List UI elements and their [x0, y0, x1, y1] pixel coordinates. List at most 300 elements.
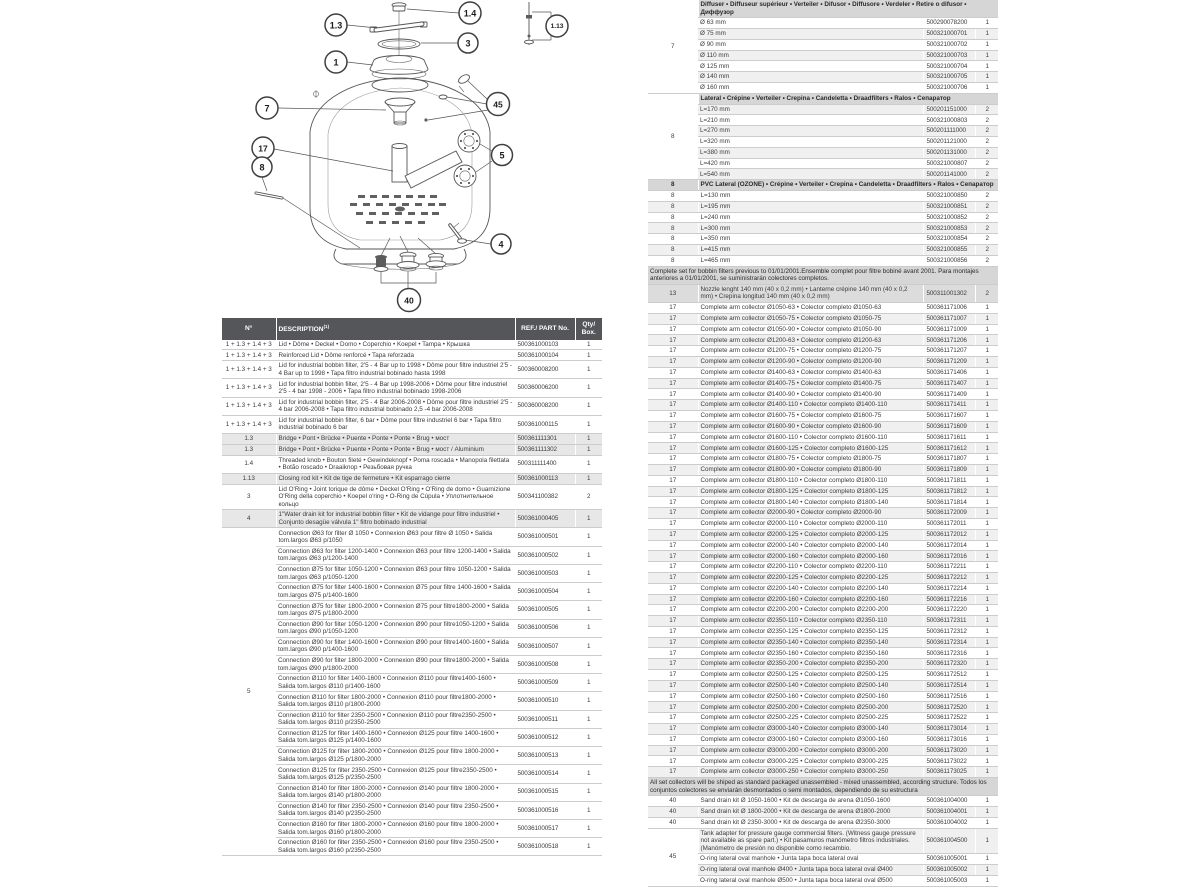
table-row [648, 244, 998, 255]
filter-exploded-view [240, 0, 570, 315]
part-qty: 1 [976, 367, 998, 378]
part-description: Complete arm collector Ø1800-125 • Colector completo Ø1800-125 [698, 486, 924, 497]
part-ref: 500361000503 [515, 564, 575, 582]
part-description: Complete arm collector Ø1200-90 • Colector completo Ø1200-90 [698, 356, 924, 367]
part-description: Connection Ø110 for filter 1800-2000 • Connexion Ø110 pour filtre1800-2000 • Salida tom.largos Ø110 p/1800-2000 [276, 692, 515, 710]
part-description: 1"Water drain kit for industrial bobbin filter • Kit de vidange pour filtre industriel • Conjunto desagüe válvula 1" filtro bobinado industrial [276, 510, 515, 528]
part-group-number: 17 [648, 562, 698, 573]
table-row [648, 691, 998, 702]
part-ref: 500361000504 [515, 583, 575, 601]
table-row [648, 540, 998, 551]
part-description: O-ring lateral oval manhole Ø400 • Junta tapa boca lateral oval Ø400 [698, 865, 924, 876]
note-row [648, 266, 998, 284]
lid [370, 56, 428, 75]
part-qty: 2 [976, 234, 998, 245]
part-qty: 1 [976, 854, 998, 865]
table-row [648, 551, 998, 562]
part-qty: 1 [575, 510, 602, 528]
part-ref: 500361000518 [515, 838, 575, 856]
group-header: PVC Lateral (OZONE) • Crépine • Verteiler • Crepina • Candeletta • Draadfilters • Ralos • Сепаратор [698, 180, 998, 191]
table-row [648, 212, 998, 223]
part-ref: 500360008200 [515, 397, 575, 415]
table-row [648, 713, 998, 724]
part-ref: 500361172316 [924, 648, 976, 659]
part-description: Complete arm collector Ø3000-250 • Colector completo Ø3000-250 [698, 767, 924, 778]
part-group-number: 17 [648, 637, 698, 648]
table-row [648, 659, 998, 670]
part-group-number: 17 [648, 583, 698, 594]
svg-text:1.3: 1.3 [329, 20, 343, 31]
table-row [648, 865, 998, 876]
part-ref: 500290078200 [924, 18, 976, 29]
part-description: L=420 mm [698, 158, 924, 169]
part-group-number: 13 [648, 284, 698, 302]
part-group-number: 17 [648, 475, 698, 486]
part-ref: 500341100382 [515, 484, 575, 510]
part-ref: 500361171409 [924, 389, 976, 400]
part-qty: 2 [976, 158, 998, 169]
part-description: Ø 160 mm [698, 83, 924, 94]
part-group-number: 8 [648, 223, 698, 234]
part-ref: 500361171406 [924, 367, 976, 378]
part-ref: 500361171612 [924, 443, 976, 454]
header-qty: Qty/ Box. [575, 318, 602, 340]
part-description: Sand drain kit Ø 2350-3000 • Kit de descarga de arena Ø2350-3000 [698, 817, 924, 828]
part-qty: 1 [976, 540, 998, 551]
part-ref: 500361000405 [515, 510, 575, 528]
part-group-number: 8 [648, 234, 698, 245]
part-ref: 500321000704 [924, 61, 976, 72]
part-description: Complete arm collector Ø1800-90 • Colector completo Ø1800-90 [698, 464, 924, 475]
part-description: Complete arm collector Ø2500-125 • Colector completo Ø2500-125 [698, 670, 924, 681]
part-qty: 2 [976, 104, 998, 115]
table-row [222, 747, 602, 765]
part-description: L=195 mm [698, 201, 924, 212]
part-group-number: 8 [648, 212, 698, 223]
table-row [648, 421, 998, 432]
svg-text:7: 7 [264, 103, 270, 114]
part-group-number: 17 [648, 302, 698, 313]
group-header: Diffuser • Diffuseur supérieur • Verteiler • Difusor • Diffusore • Verdeler • Retire o difusor • Диффузор [698, 0, 998, 18]
part-ref: 500361172512 [924, 670, 976, 681]
part-qty: 1 [976, 400, 998, 411]
table-row [222, 838, 602, 856]
part-description: Lid O'Ring • Joint torique de dôme • Deckel O'Ring • O'Ring de domo • Guarnizione O'Ring della coperchio • Koepel o'ring • O-Ring de Cúpula • Уплотнительное кольцо [276, 484, 515, 510]
part-description: Complete arm collector Ø2350-200 • Colector completo Ø2350-200 [698, 659, 924, 670]
part-ref: 500361000115 [515, 415, 575, 433]
part-group-number: 17 [648, 410, 698, 421]
part-description: Complete arm collector Ø2350-140 • Colector completo Ø2350-140 [698, 637, 924, 648]
part-qty: 2 [976, 284, 998, 302]
table-row [648, 223, 998, 234]
part-ref: 500361004001 [924, 807, 976, 818]
part-description: Complete arm collector Ø2200-200 • Colector completo Ø2200-200 [698, 605, 924, 616]
part-qty: 1 [976, 756, 998, 767]
drain-assembly [450, 223, 467, 243]
table-row [648, 605, 998, 616]
part-qty: 1 [575, 783, 602, 801]
table-row [648, 745, 998, 756]
svg-text:3: 3 [465, 38, 471, 49]
part-group-number: 17 [648, 670, 698, 681]
part-group-number: 1.4 [222, 455, 276, 473]
part-description: Lid for industrial bobbin filter, 2'5 - 4 Bar up to 1998 • Dôme pour filtre industriel 2'5 - 4 Bar up to 1998 • Tapa filtro industrial bobinado hasta 1998 [276, 361, 515, 379]
group-header: Lateral • Crépine • Verteiler • Crepina • Candeletta • Draadfilters • Ralos • Сепаратор [698, 93, 998, 104]
part-description: Complete arm collector Ø2200-140 • Colector completo Ø2200-140 [698, 583, 924, 594]
part-qty: 2 [976, 190, 998, 201]
part-group-number: 1.3 [222, 434, 276, 445]
part-ref: 500361172314 [924, 637, 976, 648]
svg-text:17: 17 [258, 143, 268, 154]
part-ref: 500361004500 [924, 828, 976, 854]
part-group-number: 17 [648, 529, 698, 540]
part-ref: 500360008200 [515, 361, 575, 379]
part-group-number: 17 [648, 756, 698, 767]
part-group-number: 17 [648, 713, 698, 724]
table-row [222, 546, 602, 564]
part-qty: 1 [976, 464, 998, 475]
part-ref: 500321000855 [924, 244, 976, 255]
part-qty: 2 [976, 147, 998, 158]
part-group-number: 17 [648, 572, 698, 583]
table-row [222, 765, 602, 783]
part-qty: 1 [976, 324, 998, 335]
part-qty: 1 [976, 562, 998, 573]
table-row [648, 104, 998, 115]
part-group-number: 5 [222, 528, 276, 856]
part-description: Complete arm collector Ø1400-90 • Colector completo Ø1400-90 [698, 389, 924, 400]
part-group-number: 17 [648, 443, 698, 454]
part-description: Complete arm collector Ø2000-90 • Colector completo Ø2000-90 [698, 508, 924, 519]
table-row [648, 169, 998, 180]
part-qty: 2 [976, 201, 998, 212]
part-description: O-ring lateral oval manhole • Junta tapa boca lateral oval [698, 854, 924, 865]
part-qty: 1 [976, 659, 998, 670]
part-qty: 1 [575, 444, 602, 455]
part-description: Ø 75 mm [698, 29, 924, 40]
part-ref: 500321000803 [924, 115, 976, 126]
part-qty: 1 [575, 637, 602, 655]
table-row [222, 619, 602, 637]
table-row [222, 415, 602, 433]
part-description: Complete arm collector Ø3000-200 • Colector completo Ø3000-200 [698, 745, 924, 756]
part-ref: 500361004000 [924, 796, 976, 807]
table-row [222, 728, 602, 746]
table-row [222, 583, 602, 601]
part-description: Complete arm collector Ø2200-110 • Colector completo Ø2200-110 [698, 562, 924, 573]
part-description: Connection Ø125 for filter 2350-2500 • Connexion Ø125 pour filtre2350-2500 • Salida tom.largos Ø125 p/2350-2500 [276, 765, 515, 783]
part-qty: 1 [976, 605, 998, 616]
part-qty: 1 [575, 397, 602, 415]
part-ref: 500311001302 [924, 284, 976, 302]
table-row [648, 648, 998, 659]
part-description: Complete arm collector Ø1600-90 • Colector completo Ø1600-90 [698, 421, 924, 432]
note-row [648, 778, 998, 796]
part-group-number: 17 [648, 324, 698, 335]
header-no: N° [222, 318, 276, 340]
part-ref: 500361172520 [924, 702, 976, 713]
table-row [222, 783, 602, 801]
part-group-number: 17 [648, 356, 698, 367]
table-row [648, 854, 998, 865]
part-ref: 500321000856 [924, 255, 976, 266]
part-ref: 500361000505 [515, 601, 575, 619]
part-ref: 500361172311 [924, 616, 976, 627]
part-group-number: 17 [648, 680, 698, 691]
part-group-number: 17 [648, 497, 698, 508]
part-description: Connection Ø63 for filter Ø 1050 • Connexion Ø63 pour filtre Ø 1050 • Salida tom.largos Ø63 p/1050 [276, 528, 515, 546]
part-qty: 1 [976, 346, 998, 357]
part-description: Connection Ø125 for filter 1800-2000 • Connexion Ø125 pour filtre 1800-2000 • Salida tom.largos Ø125 p/1800-2000 [276, 747, 515, 765]
part-description: L=130 mm [698, 190, 924, 201]
part-qty: 1 [976, 551, 998, 562]
part-description: Complete arm collector Ø1050-90 • Colector completo Ø1050-90 [698, 324, 924, 335]
part-ref: 500361171811 [924, 475, 976, 486]
part-description: Connection Ø90 for filter 1050-1200 • Connexion Ø90 pour filtre1050-1200 • Salida tom.largos Ø90 p/1050-1200 [276, 619, 515, 637]
part-ref: 500361000508 [515, 656, 575, 674]
part-ref: 500361172009 [924, 508, 976, 519]
part-qty: 1 [575, 361, 602, 379]
part-qty: 1 [575, 656, 602, 674]
part-qty: 1 [575, 674, 602, 692]
part-group-number: 17 [648, 400, 698, 411]
part-ref: 500361171209 [924, 356, 976, 367]
part-ref: 500361171607 [924, 410, 976, 421]
part-qty: 1 [976, 702, 998, 713]
table-row [648, 367, 998, 378]
part-qty: 1 [976, 486, 998, 497]
parts-table-left-table [222, 318, 602, 856]
part-description: Complete arm collector Ø3000-160 • Colector completo Ø3000-160 [698, 734, 924, 745]
part-qty: 2 [976, 212, 998, 223]
part-ref: 500361000104 [515, 350, 575, 361]
part-qty: 1 [575, 455, 602, 473]
part-qty: 1 [575, 583, 602, 601]
part-qty: 1 [976, 680, 998, 691]
part-qty: 1 [976, 335, 998, 346]
part-ref: 500321000853 [924, 223, 976, 234]
part-ref: 500361172212 [924, 572, 976, 583]
part-ref: 500361111301 [515, 434, 575, 445]
part-description: Complete arm collector Ø1600-110 • Colector completo Ø1600-110 [698, 432, 924, 443]
svg-text:45: 45 [493, 99, 503, 110]
table-row [648, 284, 998, 302]
part-description: Complete arm collector Ø2000-140 • Colector completo Ø2000-140 [698, 540, 924, 551]
part-description: Bridge • Pont • Brücke • Puente • Ponte • Ponte • Brug • мост [276, 434, 515, 445]
part-description: Lid for industrial bobbin filter, 6 bar • Dôme pour filtre industriel 6 bar • Tapa filtro industrial bobinado 6 bar [276, 415, 515, 433]
part-qty: 1 [976, 50, 998, 61]
part-qty: 1 [976, 410, 998, 421]
part-group-number: 17 [648, 724, 698, 735]
part-group-number: 8 [648, 201, 698, 212]
part-ref: 500361171207 [924, 346, 976, 357]
lateral-part [256, 193, 282, 198]
part-description: Connection Ø160 for filter 1800-2000 • Connexion Ø160 pour filtre 1800-2000 • Salida tom.largos Ø160 p/1800-2000 [276, 819, 515, 837]
part-ref: 500361000512 [515, 728, 575, 746]
table-row [222, 455, 602, 473]
table-row [648, 464, 998, 475]
part-qty: 1 [976, 691, 998, 702]
part-description: Connection Ø110 for filter 1400-1600 • Connexion Ø110 pour filtre1400-1600 • Salida tom.largos Ø110 p/1400-1600 [276, 674, 515, 692]
part-description: L=465 mm [698, 255, 924, 266]
table-row [222, 692, 602, 710]
table-row [648, 324, 998, 335]
part-qty: 1 [976, 616, 998, 627]
part-description: Nozzle lenght 140 mm (40 x 0,2 mm) • Lanterne crépine 140 mm (40 x 0,2 mm) • Crepina longitud 140 mm (40 x 0,2 mm) [698, 284, 924, 302]
part-qty: 1 [575, 710, 602, 728]
part-ref: 500321000852 [924, 212, 976, 223]
part-description: Complete arm collector Ø1400-63 • Colector completo Ø1400-63 [698, 367, 924, 378]
parts-table-right [648, 0, 998, 887]
part-qty: 1 [976, 497, 998, 508]
part-description: Complete arm collector Ø2500-140 • Colector completo Ø2500-140 [698, 680, 924, 691]
part-group-number: 17 [648, 648, 698, 659]
table-row [222, 361, 602, 379]
part-group-number: 17 [648, 508, 698, 519]
part-description: Connection Ø90 for filter 1800-2000 • Connexion Ø90 pour filtre1800-2000 • Salida tom.largos Ø90 p/1800-2000 [276, 656, 515, 674]
part-qty: 1 [575, 473, 602, 484]
part-ref: 500361111302 [515, 444, 575, 455]
part-description: Lid • Dôme • Deckel • Domo • Coperchio • Koepel • Tampa • Крышка [276, 340, 515, 350]
part-description: Sand drain kit Ø 1050-1600 • Kit de descarga de arena Ø1050-1600 [698, 796, 924, 807]
section-note: All set collectors will be shiped as standard packaged unassembled - mixed unassembled, according structure. Todos los conjuntos colectores se enviarán desmontados o semi montados, dependiendo de su estructura [648, 778, 998, 796]
table-row [222, 397, 602, 415]
table-row [648, 626, 998, 637]
part-description: L=240 mm [698, 212, 924, 223]
part-description: Complete arm collector Ø2350-125 • Colector completo Ø2350-125 [698, 626, 924, 637]
part-qty: 1 [976, 518, 998, 529]
table-row [648, 72, 998, 83]
part-qty: 1 [976, 61, 998, 72]
part-group-number: 17 [648, 313, 698, 324]
table-row [648, 158, 998, 169]
table-row [222, 564, 602, 582]
part-group-number: 17 [648, 551, 698, 562]
part-ref: 500361173020 [924, 745, 976, 756]
part-qty: 1 [575, 728, 602, 746]
table-row [648, 454, 998, 465]
table-row [648, 201, 998, 212]
part-qty: 2 [575, 484, 602, 510]
lid-assembly [370, 3, 428, 79]
part-group-number: 17 [648, 626, 698, 637]
part-description: Complete arm collector Ø1600-125 • Colector completo Ø1600-125 [698, 443, 924, 454]
table-row [648, 734, 998, 745]
part-qty: 1 [976, 583, 998, 594]
part-qty: 1 [976, 828, 998, 854]
part-ref: 500361173014 [924, 724, 976, 735]
part-qty: 2 [976, 244, 998, 255]
part-qty: 1 [575, 619, 602, 637]
table-row [648, 828, 998, 854]
part-ref: 500321000851 [924, 201, 976, 212]
part-ref: 500361171812 [924, 486, 976, 497]
table-row [648, 486, 998, 497]
part-qty: 1 [575, 528, 602, 546]
part-group-number: 40 [648, 796, 698, 807]
part-qty: 1 [575, 546, 602, 564]
part-group-number: 17 [648, 594, 698, 605]
part-qty: 1 [575, 434, 602, 445]
table-row [222, 637, 602, 655]
part-description: Connection Ø90 for filter 1400-1600 • Connexion Ø90 pour filtre1400-1600 • Salida tom.largos Ø90 p/1400-1600 [276, 637, 515, 655]
table-row [648, 115, 998, 126]
parts-table-left [222, 318, 602, 856]
part-description: Complete arm collector Ø2500-200 • Colector completo Ø2500-200 [698, 702, 924, 713]
part-description: L=170 mm [698, 104, 924, 115]
table-row [222, 444, 602, 455]
table-row [648, 767, 998, 778]
part-description: Bridge • Pont • Brücke • Puente • Ponte • Ponte • Brug • мост / Aluminium [276, 444, 515, 455]
part-ref: 500361004002 [924, 817, 976, 828]
part-qty: 1 [976, 572, 998, 583]
part-description: L=210 mm [698, 115, 924, 126]
part-group-number: 17 [648, 432, 698, 443]
part-qty: 1 [976, 648, 998, 659]
group-header-row [648, 180, 998, 191]
part-description: Complete arm collector Ø1050-75 • Colector completo Ø1050-75 [698, 313, 924, 324]
part-group-number: 8 [648, 93, 698, 179]
part-description: Complete arm collector Ø1050-63 • Colector completo Ø1050-63 [698, 302, 924, 313]
part-qty: 1 [976, 475, 998, 486]
table-row [648, 234, 998, 245]
part-qty: 2 [976, 136, 998, 147]
part-description: Complete arm collector Ø1800-110 • Colector completo Ø1800-110 [698, 475, 924, 486]
part-description: Ø 63 mm [698, 18, 924, 29]
part-ref: 500361000516 [515, 801, 575, 819]
part-ref: 500361172011 [924, 518, 976, 529]
table-row [648, 594, 998, 605]
table-row [648, 724, 998, 735]
part-ref: 500321000807 [924, 158, 976, 169]
part-qty: 1 [976, 421, 998, 432]
part-ref: 500321000702 [924, 39, 976, 50]
table-row [648, 410, 998, 421]
part-ref: 500361171814 [924, 497, 976, 508]
table-row [648, 756, 998, 767]
part-ref: 500361000506 [515, 619, 575, 637]
part-group-number: 17 [648, 518, 698, 529]
part-ref: 500361000507 [515, 637, 575, 655]
part-description: Connection Ø110 for filter 2350-2500 • Connexion Ø110 pour filtre2350-2500 • Salida tom.largos Ø110 p/2350-2500 [276, 710, 515, 728]
diffuser [385, 98, 415, 125]
part-ref: 500361171007 [924, 313, 976, 324]
part-qty: 1 [976, 18, 998, 29]
table-row [648, 147, 998, 158]
part-ref: 500361000509 [515, 674, 575, 692]
part-ref: 500361172016 [924, 551, 976, 562]
table-row [648, 61, 998, 72]
part-qty: 1 [976, 796, 998, 807]
header-description: DESCRIPTION$^{(1)}$ [276, 318, 515, 340]
table-row [222, 350, 602, 361]
part-group-number: 8 [648, 190, 698, 201]
part-ref: 500361000515 [515, 783, 575, 801]
table-row [648, 389, 998, 400]
part-group-number: 1 + 1.3 + 1.4 + 3 [222, 350, 276, 361]
table-row [222, 528, 602, 546]
part-ref: 500201131000 [924, 147, 976, 158]
part-group-number: 1.3 [222, 444, 276, 455]
laterals-grid [350, 195, 446, 224]
part-qty: 1 [976, 767, 998, 778]
svg-text:8: 8 [259, 162, 265, 173]
part-qty: 1 [976, 745, 998, 756]
part-qty: 1 [976, 508, 998, 519]
part-qty: 1 [976, 432, 998, 443]
part-description: Complete arm collector Ø2200-160 • Colector completo Ø2200-160 [698, 594, 924, 605]
part-ref: 500361005001 [924, 854, 976, 865]
